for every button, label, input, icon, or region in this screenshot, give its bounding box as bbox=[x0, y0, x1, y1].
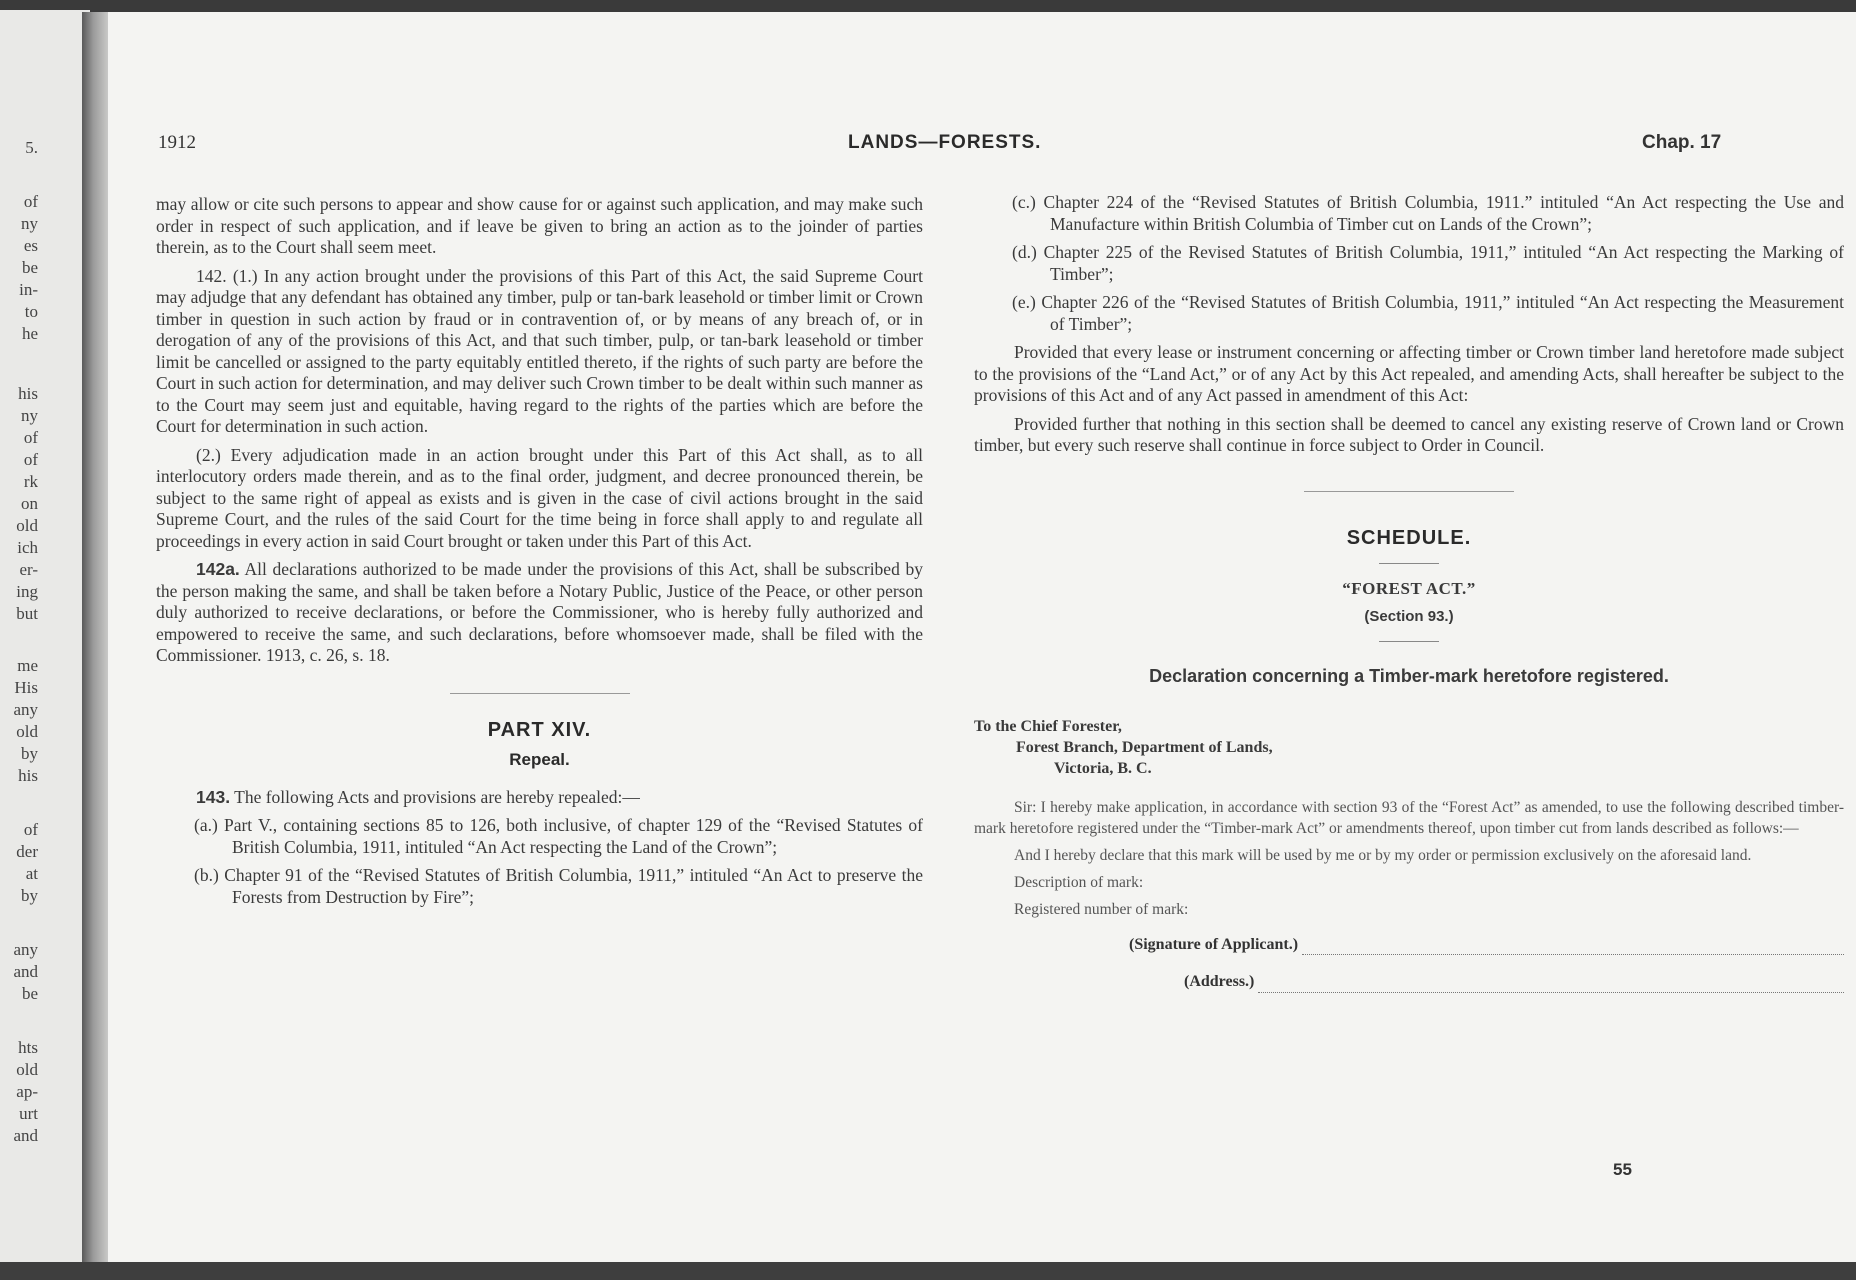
repeal-item-d: (d.) Chapter 225 of the Revised Statutes of British Columbia, 1911,” intituled “An Act respecting the Marking of Timber”; bbox=[1012, 242, 1844, 284]
scanner-top-edge bbox=[0, 0, 1856, 12]
facing-page-fragment: urt bbox=[19, 1104, 38, 1123]
addressee-line-2: Forest Branch, Department of Lands, bbox=[1016, 738, 1273, 756]
facing-page-fragment: ap- bbox=[16, 1082, 38, 1101]
section-text: (1.) In any action brought under the provisions of this Part of this Act, the said Supreme Court may adjudge that any defendant has obtained any timber, pulp or tan-bark leasehold or timber limit or Crown timber in question in such action by fraud or in contravention of, or by means of any breach of, or in derogation of any of the provisions of this Act, and that such timber, pulp, or tan-bark leasehold or timber limit be cancelled or assigned to the party equitably entitled thereto, if the rights of such party are before the Court in such action for determination, and may deliver such Crown timber to be dealt within such manner as to the Court may seem just and equitable, having regard to the rights of the parties which are before the Court for determination in such action. bbox=[156, 265, 923, 436]
running-header bbox=[108, 132, 1856, 162]
facing-page-fragment: of bbox=[23, 450, 38, 469]
facing-page-fragment: by bbox=[21, 744, 38, 763]
repeal-item-a: (a.) Part V., containing sections 85 to 126, both inclusive, of chapter 129 of the “Revised Statutes of British Columbia, 1911, intituled “An Act respecting the Land of the Crown”; bbox=[194, 815, 923, 857]
facing-page-fragment: in- bbox=[19, 280, 38, 299]
document-page bbox=[108, 12, 1856, 1262]
address-dots bbox=[1258, 978, 1844, 993]
facing-page-fragment: His bbox=[14, 678, 38, 697]
facing-page-fragment: any bbox=[13, 700, 38, 719]
facing-page-fragment: hts bbox=[18, 1038, 38, 1057]
form-body bbox=[974, 797, 1844, 920]
facing-page-fragment: any bbox=[13, 940, 38, 959]
section-143 bbox=[156, 787, 923, 809]
facing-page-fragment: his bbox=[18, 766, 38, 785]
facing-page-fragment: of bbox=[23, 192, 38, 211]
form-description-of-mark: Description of mark: bbox=[1014, 873, 1144, 891]
proviso-1: Provided that every lease or instrument concerning or affecting timber or Crown timber land heretofore made subject to the provisions of the “Land Act,” or of any Act by this Act repealed, and amending Acts, shall hereafter be subject to the provisions of this Act and of any Act passed in amendment of this Act: bbox=[974, 342, 1844, 405]
repeal-item-e: (e.) Chapter 226 of the “Revised Statutes of British Columbia, 1911,” intituled “An Act respecting the Measurement of Timber”; bbox=[1012, 292, 1844, 334]
proviso-2: Provided further that nothing in this section shall be deemed to cancel any existing reserve of Crown land or Crown timber, but every such reserve shall continue in force subject to Order in Council. bbox=[974, 413, 1844, 455]
facing-page-fragment: his bbox=[18, 384, 38, 403]
facing-page-fragment: old bbox=[16, 516, 38, 535]
form-paragraph-1: Sir: I hereby make application, in accordance with section 93 of the “Forest Act” as amended, to use the following described timber-mark heretofore registered under the “Timber-mark Act” or amendments thereof, upon timber cut from lands described as follows:— bbox=[974, 798, 1844, 837]
repeal-item-c: (c.) Chapter 224 of the “Revised Statutes of British Columbia, 1911.” intituled “An Act respecting the Use and Manufacture within British Columbia of Timber cut on Lands of the Crown”; bbox=[1012, 192, 1844, 234]
addressee-line-3: Victoria, B. C. bbox=[1054, 759, 1152, 777]
facing-page-fragment: and bbox=[13, 1126, 38, 1145]
form-paragraph-2: And I hereby declare that this mark will be used by me or by my order or permission exclusively on the aforesaid land. bbox=[1014, 846, 1752, 864]
section-142a bbox=[156, 559, 923, 667]
section-text: The following Acts and provisions are hereby repealed:— bbox=[234, 786, 640, 807]
facing-page-fragment: he bbox=[21, 324, 38, 343]
facing-page-fragment: and bbox=[13, 962, 38, 981]
signature-label: (Signature of Applicant.) bbox=[1129, 935, 1299, 953]
part-heading: PART XIV. bbox=[487, 718, 592, 741]
facing-page-fragment: der bbox=[16, 842, 38, 861]
short-rule bbox=[1379, 563, 1439, 564]
facing-page-fragment: me bbox=[17, 656, 38, 675]
part-subheading: Repeal. bbox=[509, 750, 570, 769]
facing-page-fragment: ny bbox=[21, 406, 38, 425]
facing-page-fragment: ich bbox=[17, 538, 38, 557]
facing-page-fragment: by bbox=[21, 886, 38, 905]
section-number: 143. bbox=[196, 786, 231, 807]
facing-page-fragment: be bbox=[21, 984, 38, 1003]
act-title: “FOREST ACT.” bbox=[1342, 579, 1476, 598]
addressee-line-1: To the Chief Forester, bbox=[974, 717, 1122, 735]
facing-page-fragment: es bbox=[23, 236, 38, 255]
header-year: 1912 bbox=[158, 132, 196, 153]
facing-page-fragment: on bbox=[21, 494, 38, 513]
facing-page-fragment: but bbox=[16, 604, 38, 623]
paragraph-continued: may allow or cite such persons to appear and show cause for or against such application, and may make such order in respect of such application, and if leave be given to bring an action as to the joinder of parties therein, as to the Court shall seem meet. bbox=[156, 194, 923, 257]
form-registered-number: Registered number of mark: bbox=[1014, 900, 1189, 918]
repeal-item-b: (b.) Chapter 91 of the “Revised Statutes of British Columbia, 1911,” intituled “An Act to preserve the Forests from Destruction by Fire”; bbox=[194, 865, 923, 907]
header-title: LANDS—FORESTS. bbox=[848, 132, 1042, 153]
scanner-bottom-edge bbox=[0, 1262, 1856, 1280]
facing-page-fragment: rk bbox=[23, 472, 38, 491]
section-142-2: (2.) Every adjudication made in an action brought under this Part of this Act shall, as to all interlocutory orders made therein, and as to the final order, judgment, and decree pronounced therein, be subject to the same right of appeal as exists and is given in the case of civil actions brought in the said Supreme Court, and the rules of the said Court for the time being in force shall apply to and regulate all proceedings in every action in said Court brought or taken under this Part of this Act. bbox=[156, 444, 923, 551]
divider-rule bbox=[1304, 491, 1514, 492]
facing-page-fragment: er- bbox=[19, 560, 38, 579]
facing-page-fragment: of bbox=[23, 820, 38, 839]
facing-page-fragment: ny bbox=[21, 214, 38, 233]
section-number: 142. bbox=[196, 265, 227, 286]
facing-page-fragment: 5. bbox=[25, 138, 38, 157]
facing-page-fragment: ing bbox=[16, 582, 38, 601]
section-text: All declarations authorized to be made under the provisions of this Act, shall be subscribed by the person making the same, and shall be taken before a Notary Public, Justice of the Peace, or other person duly authorized to receive declarations, or before the Commissioner, who is hereby fully authorized and empowered to receive the same, and such declarations, before whomsoever made, shall be filed with the Commissioner. 1913, c. 26, s. 18. bbox=[156, 559, 923, 665]
book-gutter bbox=[82, 12, 110, 1262]
act-section: (Section 93.) bbox=[1364, 607, 1454, 625]
divider-rule bbox=[450, 693, 630, 694]
schedule-heading: SCHEDULE. bbox=[1346, 526, 1472, 549]
facing-page-fragment: at bbox=[25, 864, 38, 883]
declaration-title: Declaration concerning a Timber-mark heretofore registered. bbox=[1149, 666, 1669, 686]
section-number: 142a. bbox=[196, 559, 240, 579]
address-label: (Address.) bbox=[1184, 973, 1255, 990]
signature-line bbox=[1129, 934, 1844, 956]
signature-dots bbox=[1302, 940, 1844, 955]
short-rule bbox=[1379, 641, 1439, 642]
facing-page-fragment: to bbox=[24, 302, 38, 321]
facing-page-fragment: of bbox=[23, 428, 38, 447]
facing-page-fragment: old bbox=[16, 722, 38, 741]
right-column bbox=[974, 192, 1844, 993]
facing-page-fragment: old bbox=[16, 1060, 38, 1079]
section-142-1 bbox=[156, 266, 923, 438]
header-chapter: Chap. 17 bbox=[1642, 132, 1722, 153]
facing-page-edge bbox=[0, 10, 90, 1262]
facing-page-fragment: be bbox=[21, 258, 38, 277]
left-column bbox=[156, 194, 923, 915]
address-line bbox=[1184, 971, 1844, 993]
page-number: 55 bbox=[1613, 1160, 1632, 1179]
